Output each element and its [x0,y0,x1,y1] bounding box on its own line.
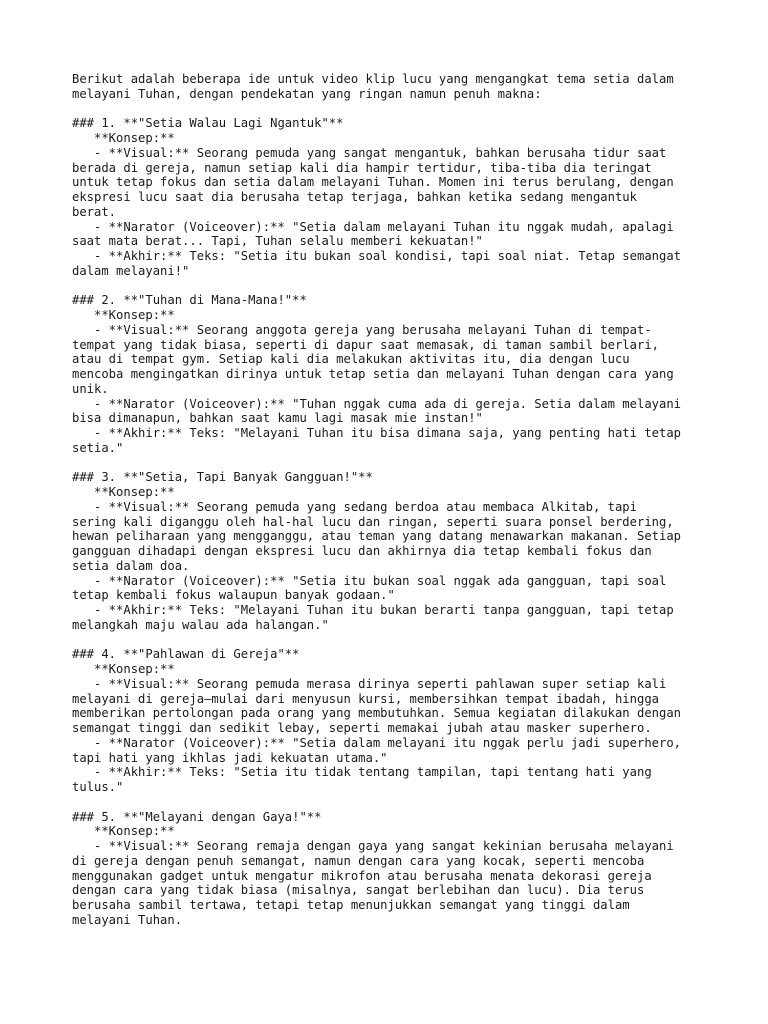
idea-section-4 [72,647,732,795]
narrator-paragraph: - **Narator (Voiceover):** "Setia itu bukan soal nggak ada gangguan, tapi soal tetap kembali fokus walaupun banyak godaan." [72,573,667,603]
concept-label: **Konsep:** [72,485,175,499]
intro-paragraph: Berikut adalah beberapa ide untuk video klip lucu yang mengangkat tema setia dalam melayani Tuhan, dengan pendekatan yang ringan namun penuh makna: [72,72,674,101]
idea-section-3 [72,470,732,632]
concept-label: **Konsep:** [72,131,175,145]
narrator-paragraph: - **Narator (Voiceover):** "Setia dalam melayani itu nggak perlu jadi superhero, tapi hati yang ikhlas jadi kekuatan utama." [72,735,682,765]
section-heading: ### 1. **"Setia Walau Lagi Ngantuk"** [72,116,344,131]
visual-paragraph: - **Visual:** Seorang pemuda merasa dirinya seperti pahlawan super setiap kali melayani di gereja—mulai dari menyusun kursi, membersihkan tempat ibadah, hingga memberikan pertolongan pada orang yang membutuhkan. Semua kegiatan dilakukan dengan semangat tinggi dan sedikit lebay, seperti memakai jubah atau masker superhero. [72,676,682,735]
concept-label: **Konsep:** [72,662,175,676]
idea-section-1 [72,116,732,278]
narrator-paragraph: - **Narator (Voiceover):** "Tuhan nggak cuma ada di gereja. Setia dalam melayani bisa dimanapun, bahkan saat kamu lagi masak mie instan!" [72,396,682,426]
ending-paragraph: - **Akhir:** Teks: "Setia itu bukan soal kondisi, tapi soal niat. Tetap semangat dalam melayani!" [72,249,682,278]
spacer [72,102,732,117]
section-heading: ### 5. **"Melayani dengan Gaya!"** [72,809,322,824]
concept-label: **Konsep:** [72,308,175,322]
ending-paragraph: - **Akhir:** Teks: "Melayani Tuhan itu bisa dimana saja, yang penting hati tetap setia." [72,426,682,455]
spacer [72,633,732,648]
ending-paragraph: - **Akhir:** Teks: "Melayani Tuhan itu bukan berarti tanpa gangguan, tapi tetap melangkah maju walau ada halangan." [72,603,674,632]
idea-section-2 [72,293,732,455]
section-heading: ### 3. **"Setia, Tapi Banyak Gangguan!"** [72,470,373,485]
visual-paragraph: - **Visual:** Seorang pemuda yang sedang berdoa atau membaca Alkitab, tapi sering kali diganggu oleh hal-hal lucu dan ringan, seperti suara ponsel berdering, hewan peliharaan yang mengganggu, atau teman yang datang menawarkan makanan. Setiap gangguan dihadapi dengan ekspresi lucu dan akhirnya dia tetap kembali fokus dan setia dalam doa. [72,499,682,573]
visual-paragraph: - **Visual:** Seorang anggota gereja yang berusaha melayani Tuhan di tempat- tempat yang tidak biasa, seperti di dapur saat memasak, di taman sambil berlari, atau di tempat gym. Setiap kali dia melakukan aktivitas itu, dia dengan lucu mencoba mengingatkan dirinya untuk tetap setia dan melayani Tuhan dengan cara yang unik. [72,322,674,396]
ending-paragraph: - **Akhir:** Teks: "Setia itu tidak tentang tampilan, tapi tentang hati yang tulus." [72,765,652,794]
section-heading: ### 2. **"Tuhan di Mana-Mana!"** [72,293,307,308]
narrator-paragraph: - **Narator (Voiceover):** "Setia dalam melayani Tuhan itu nggak mudah, apalagi saat mata berat... Tapi, Tuhan selalu memberi kekuatan!" [72,219,674,249]
spacer [72,456,732,471]
visual-paragraph: - **Visual:** Seorang remaja dengan gaya yang sangat kekinian berusaha melayani di gereja dengan penuh semangat, namun dengan cara yang kocak, seperti mencoba menggunakan gadget untuk mengatur mikrofon atau berusaha menata dekorasi gereja dengan cara yang tidak biasa (misalnya, sangat berlebihan dan lucu). Dia terus berusaha sambil tertawa, tetapi tetap menunjukkan semangat yang tinggi dalam melayani Tuhan. [72,839,674,927]
visual-paragraph: - **Visual:** Seorang pemuda yang sangat mengantuk, bahkan berusaha tidur saat berada di gereja, namun setiap kali dia hampir tertidur, tiba-tiba dia teringat untuk tetap fokus dan setia dalam melayani Tuhan. Momen ini terus berulang, dengan ekspresi lucu saat dia berusaha tetap terjaga, bahkan ketika sedang mengantuk berat. [72,145,674,219]
document-page [72,72,732,928]
section-heading: ### 4. **"Pahlawan di Gereja"** [72,647,300,662]
spacer [72,279,732,294]
idea-section-5 [72,810,732,928]
spacer [72,795,732,810]
concept-label: **Konsep:** [72,824,175,839]
